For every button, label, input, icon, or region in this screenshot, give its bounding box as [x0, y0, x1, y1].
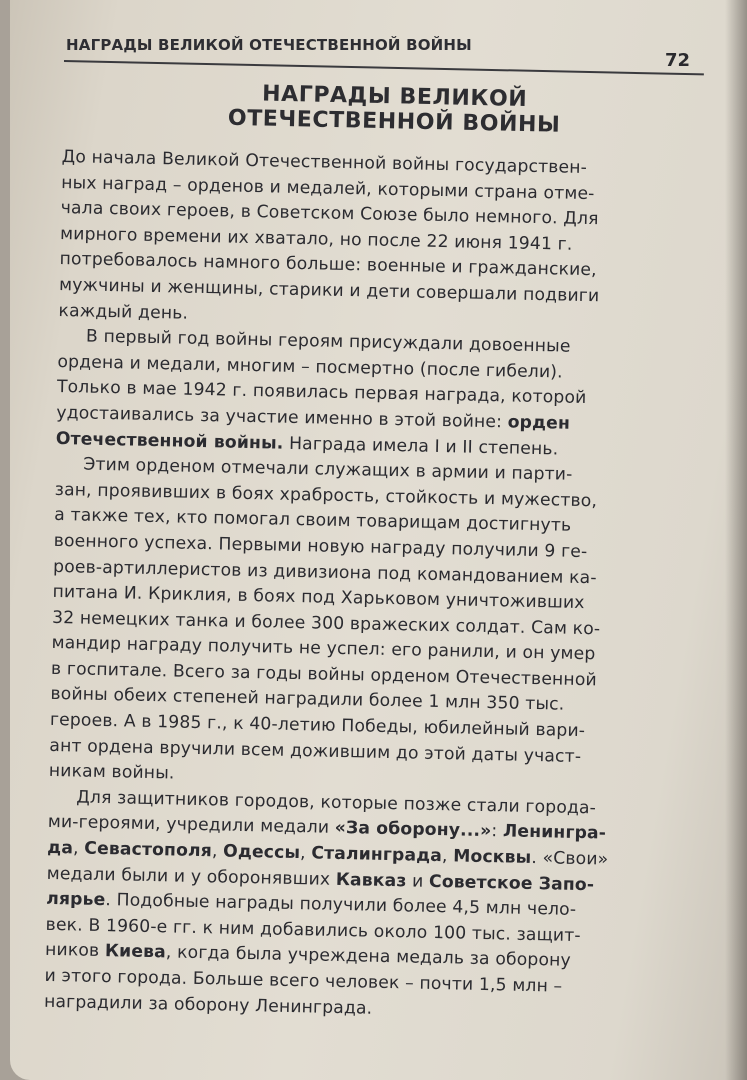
- bold-text-segment: Отечественной войны.: [55, 428, 284, 454]
- bold-text-segment: лярье: [45, 889, 106, 911]
- text-segment: ордена и медали, многим – посмертно (после гибели).: [57, 351, 563, 383]
- text-segment: героев. А в 1985 г., к 40-летию Победы, юбилейный вари-: [49, 709, 586, 742]
- text-segment: ,: [441, 846, 454, 867]
- text-segment: мужчины и женщины, старики и дети совершали подвиги: [58, 274, 600, 307]
- text-segment: и: [406, 871, 430, 892]
- text-segment: ных наград – орденов и медалей, которыми страна отме-: [61, 172, 595, 204]
- running-header: НАГРАДЫ ВЕЛИКОЙ ОТЕЧЕСТВЕННОЙ ВОЙНЫ: [66, 36, 472, 54]
- paragraph: [58, 145, 712, 338]
- text-segment: , когда была учреждена медаль за оборону: [165, 942, 572, 972]
- text-segment: наградили за оборону Ленинграда.: [43, 991, 373, 1019]
- text-segment: . «Свои»: [531, 848, 609, 870]
- text-segment: ников: [44, 940, 106, 962]
- text-segment: ,: [72, 838, 85, 859]
- text-segment: Для защитников городов, которые позже стали города-: [76, 787, 597, 819]
- bold-text-segment: Советское Запо-: [428, 871, 595, 895]
- text-segment: В первый год войны героям присуждали довоенные: [85, 326, 571, 357]
- text-segment: век. В 1960-е гг. к ним добавились около 100 тыс. защит-: [45, 914, 581, 946]
- text-segment: и этого города. Больше всего человек – почти 1,5 млн –: [44, 965, 563, 997]
- text-segment: в госпитале. Всего за годы войны орденом Отечественной: [50, 658, 597, 691]
- text-segment: питана И. Криклия, в боях под Харьковом уничтоживших: [52, 581, 585, 614]
- bold-text-segment: Кавказ: [335, 869, 407, 891]
- bold-text-segment: Севастополя: [84, 838, 213, 862]
- text-segment: роев-артиллеристов из дивизиона под командованием ка-: [52, 556, 597, 588]
- text-segment: 32 немецких танка и более 300 вражеских солдат. Сам ко-: [51, 607, 601, 640]
- book-page: [10, 0, 747, 1080]
- bold-text-segment: Ленингра-: [502, 821, 607, 844]
- chapter-title-line-1: НАГРАДЫ ВЕЛИКОЙ: [261, 81, 528, 113]
- bold-text-segment: Москвы: [453, 846, 532, 869]
- bold-text-segment: орден: [507, 412, 571, 434]
- text-segment: :: [491, 821, 504, 842]
- text-segment: До начала Великой Отечественной войны государствен-: [61, 146, 588, 178]
- page-edge-shadow: [725, 0, 747, 1080]
- bold-text-segment: Киева: [104, 941, 167, 963]
- bold-text-segment: Сталинграда: [311, 843, 443, 867]
- bold-text-segment: да: [47, 837, 74, 859]
- text-segment: ми-героями, учредили медали: [47, 812, 335, 839]
- text-segment: никам войны.: [48, 761, 175, 784]
- header-rule: [64, 60, 704, 75]
- bold-text-segment: Одессы: [222, 841, 301, 864]
- text-segment: мирного времени их хватало, но после 22 июня 1941 г.: [59, 223, 573, 255]
- paragraph: [56, 324, 709, 466]
- chapter-title-line-2: ОТЕЧЕСТВЕННОЙ ВОЙНЫ: [227, 105, 561, 138]
- text-segment: Этим орденом отмечали служащих в армии и парти-: [83, 454, 573, 485]
- text-segment: Только в мае 1942 г. появилась первая награда, которой: [56, 377, 587, 409]
- text-segment: ,: [299, 843, 312, 864]
- text-segment: потребовалось намного больше: военные и гражданские,: [59, 249, 597, 281]
- text-segment: ант ордена вручили всем дожившим до этой даты участ-: [49, 735, 582, 767]
- text-segment: а также тех, кто помогал своим товарищам достигнуть: [54, 505, 572, 537]
- text-segment: мандир награду получить не успел: его ранили, и он умер: [51, 633, 596, 665]
- page-number: 72: [665, 50, 691, 71]
- text-segment: медали были и у оборонявших: [46, 863, 337, 890]
- text-segment: Награда имела I и II степень.: [283, 433, 559, 459]
- chapter-title: [189, 80, 600, 139]
- text-segment: ,: [211, 841, 224, 862]
- text-segment: каждый день.: [58, 300, 189, 324]
- paragraph: [49, 452, 706, 798]
- text-segment: зан, проявивших в боях храбрость, стойкость и мужество,: [54, 479, 598, 511]
- paragraph: [44, 785, 699, 1029]
- text-segment: чала своих героев, в Советском Союзе было немного. Для: [60, 198, 599, 230]
- text-segment: . Подобные награды получили более 4,5 млн чело-: [105, 890, 577, 921]
- text-segment: военного успеха. Первыми новую награду получили 9 ге-: [53, 530, 588, 562]
- text-segment: удостаивались за участие именно в этой войне:: [56, 402, 508, 433]
- text-segment: войны обеих степеней наградили более 1 млн 350 тыс.: [50, 684, 565, 716]
- body-text: [44, 145, 712, 1029]
- bold-text-segment: «За оборону...»: [334, 818, 492, 842]
